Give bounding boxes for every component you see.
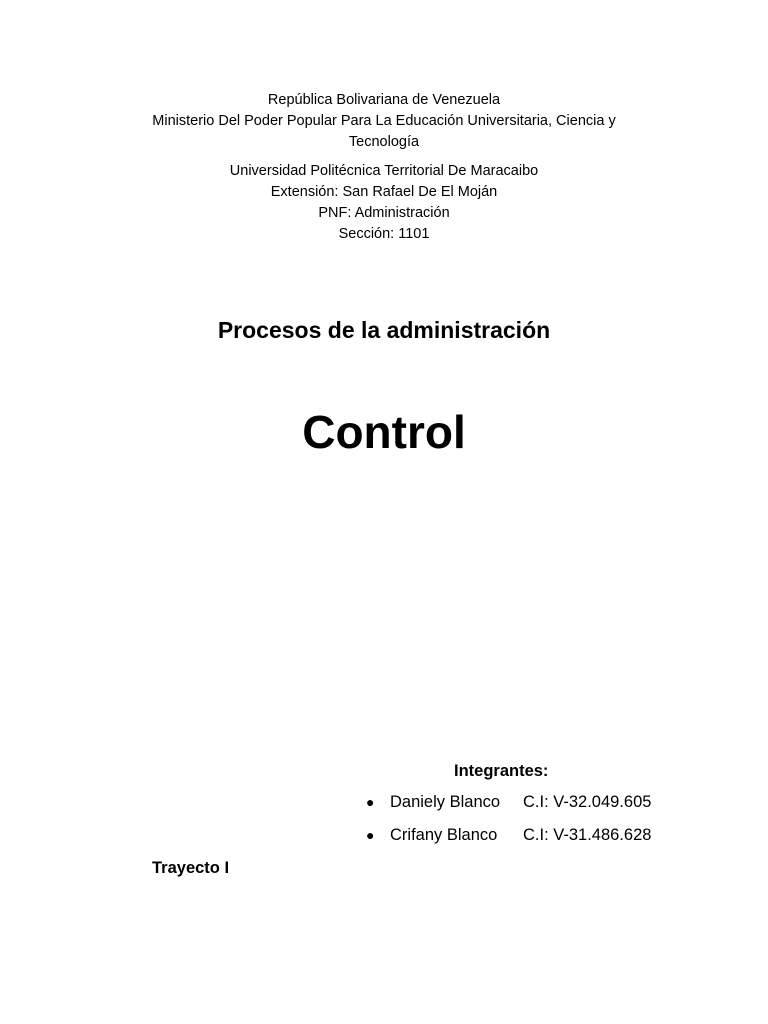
members-list bbox=[366, 793, 652, 859]
document-title: Control bbox=[302, 406, 466, 458]
list-item bbox=[366, 793, 652, 826]
header-university-block bbox=[0, 161, 768, 245]
header-country: República Bolivariana de Venezuela bbox=[267, 92, 501, 108]
header-university: Universidad Politécnica Territorial De Maracaibo bbox=[229, 163, 539, 179]
member-name: Crifany Blanco bbox=[390, 826, 498, 844]
header-ministry: Ministerio Del Poder Popular Para La Educación Universitaria, Ciencia y bbox=[152, 113, 616, 129]
header-pnf: PNF: Administración bbox=[318, 205, 450, 221]
member-id: C.I: V-32.049.605 bbox=[523, 793, 652, 811]
bullet-icon: ● bbox=[366, 794, 375, 810]
members-heading: Integrantes: bbox=[454, 762, 549, 780]
header-ministry-cont: Tecnología bbox=[348, 134, 420, 150]
trayecto-label: Trayecto I bbox=[152, 859, 230, 877]
header-section: Sección: 1101 bbox=[338, 226, 430, 242]
header-extension: Extensión: San Rafael De El Moján bbox=[270, 184, 498, 200]
bullet-icon: ● bbox=[366, 827, 375, 843]
institution-header bbox=[0, 90, 768, 245]
member-name: Daniely Blanco bbox=[390, 793, 501, 811]
member-id: C.I: V-31.486.628 bbox=[523, 826, 652, 844]
list-item bbox=[366, 826, 652, 859]
document-subtitle: Procesos de la administración bbox=[217, 317, 551, 343]
